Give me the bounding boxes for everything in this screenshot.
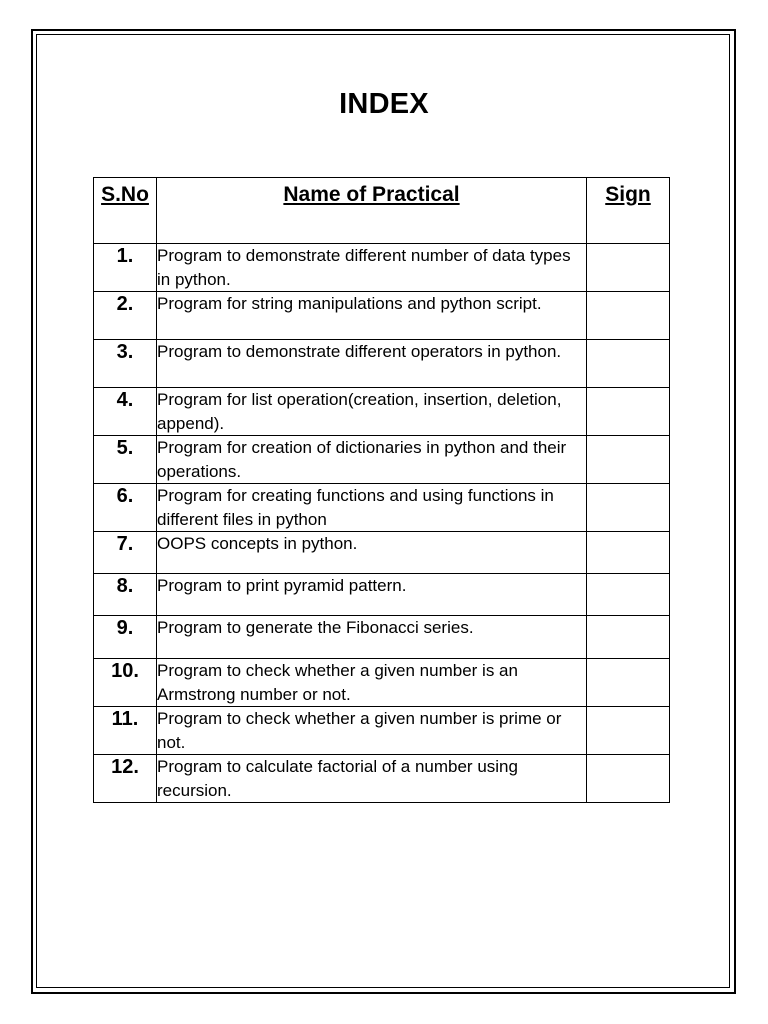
row-sno: 4. xyxy=(94,388,157,436)
row-practical-name: Program to demonstrate different number of data types in python. xyxy=(157,244,587,292)
row-sign-cell xyxy=(587,532,670,574)
table-row xyxy=(94,244,670,292)
row-sno: 3. xyxy=(94,340,157,388)
row-sign-cell xyxy=(587,755,670,803)
row-practical-name: Program for string manipulations and python script. xyxy=(157,292,587,340)
row-practical-name: Program to check whether a given number is prime or not. xyxy=(157,707,587,755)
table-row xyxy=(94,340,670,388)
row-sno: 2. xyxy=(94,292,157,340)
row-sno: 10. xyxy=(94,659,157,707)
page-title: INDEX xyxy=(339,88,429,120)
table-row xyxy=(94,659,670,707)
table-row xyxy=(94,532,670,574)
row-sign-cell xyxy=(587,388,670,436)
table-row xyxy=(94,292,670,340)
row-practical-name: Program to check whether a given number is an Armstrong number or not. xyxy=(157,659,587,707)
row-sign-cell xyxy=(587,340,670,388)
row-sno: 9. xyxy=(94,616,157,659)
row-practical-name: Program to generate the Fibonacci series. xyxy=(157,616,587,659)
table-row xyxy=(94,436,670,484)
table-row xyxy=(94,484,670,532)
table-row xyxy=(94,707,670,755)
header-sign: Sign xyxy=(587,178,670,244)
table-header-row xyxy=(94,178,670,244)
row-sno: 12. xyxy=(94,755,157,803)
row-practical-name: Program to print pyramid pattern. xyxy=(157,574,587,616)
row-sign-cell xyxy=(587,244,670,292)
row-sign-cell xyxy=(587,574,670,616)
row-sno: 8. xyxy=(94,574,157,616)
table-row xyxy=(94,755,670,803)
row-practical-name: Program to demonstrate different operators in python. xyxy=(157,340,587,388)
index-table xyxy=(93,177,670,803)
row-practical-name: Program for list operation(creation, insertion, deletion, append). xyxy=(157,388,587,436)
row-practical-name: Program for creation of dictionaries in python and their operations. xyxy=(157,436,587,484)
row-practical-name: Program to calculate factorial of a number using recursion. xyxy=(157,755,587,803)
row-sign-cell xyxy=(587,292,670,340)
row-sno: 11. xyxy=(94,707,157,755)
table-row xyxy=(94,388,670,436)
row-sno: 1. xyxy=(94,244,157,292)
row-sno: 6. xyxy=(94,484,157,532)
row-sign-cell xyxy=(587,436,670,484)
row-sno: 7. xyxy=(94,532,157,574)
header-name-of-practical: Name of Practical xyxy=(157,178,587,244)
table-row xyxy=(94,574,670,616)
row-practical-name: OOPS concepts in python. xyxy=(157,532,587,574)
row-sign-cell xyxy=(587,616,670,659)
row-sno: 5. xyxy=(94,436,157,484)
table-row xyxy=(94,616,670,659)
row-sign-cell xyxy=(587,484,670,532)
row-sign-cell xyxy=(587,659,670,707)
row-practical-name: Program for creating functions and using functions in different files in python xyxy=(157,484,587,532)
row-sign-cell xyxy=(587,707,670,755)
header-sno: S.No xyxy=(94,178,157,244)
